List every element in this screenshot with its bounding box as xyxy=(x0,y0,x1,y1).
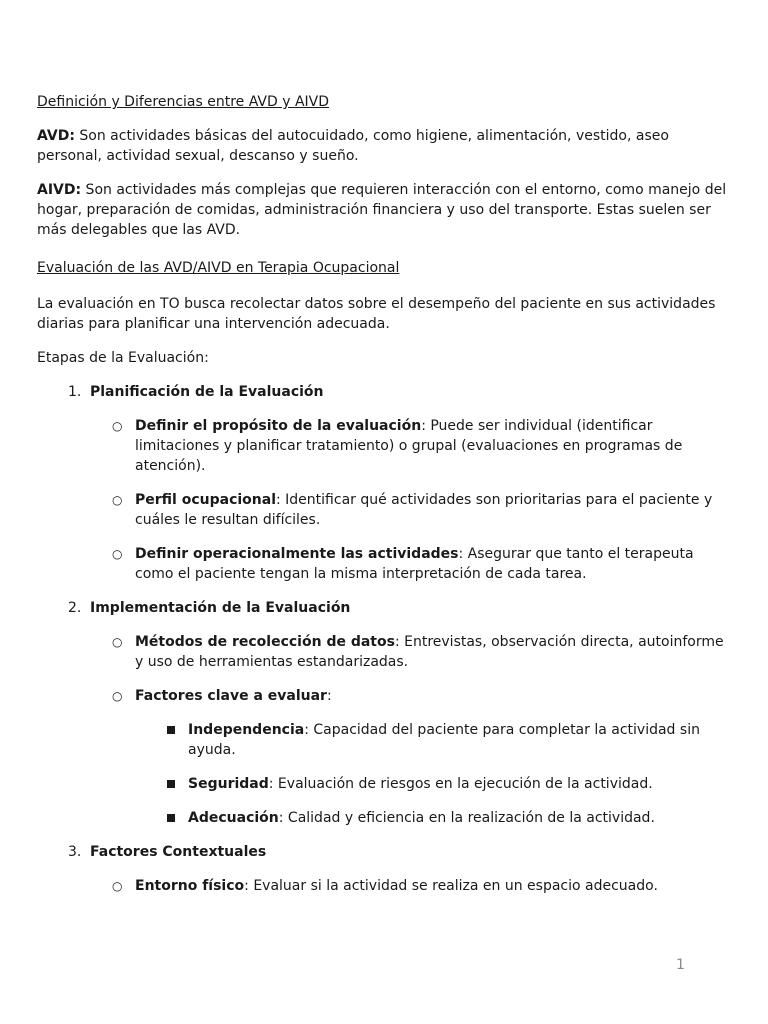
bullet-term: Entorno físico xyxy=(135,878,245,894)
aivd-label: AIVD: xyxy=(37,182,82,198)
avd-label: AVD: xyxy=(37,128,75,144)
bullet-term: Métodos de recolección de datos xyxy=(135,634,395,650)
sub-bullet-item xyxy=(37,720,737,760)
bullet-text: : Puede ser individual (identificar limitaciones y planificar tratamiento) o grupal (evaluaciones en programas de atención). xyxy=(135,418,683,474)
bullet-term: Definir operacionalmente las actividades xyxy=(135,546,459,562)
bullet-item xyxy=(37,632,737,672)
sub-bullet-text: : Capacidad del paciente para completar la actividad sin ayuda. xyxy=(188,722,700,758)
section-heading-definitions: Definición y Diferencias entre AVD y AIVD xyxy=(37,94,330,110)
bullet-item xyxy=(37,544,737,584)
list-number: 1. xyxy=(68,384,82,400)
bullet-term: Definir el propósito de la evaluación xyxy=(135,418,422,434)
section-heading-evaluation-text: Evaluación de las AVD/AIVD en Terapia Ocupacional xyxy=(37,260,400,276)
ordered-list-item xyxy=(37,382,737,402)
avd-paragraph xyxy=(37,126,737,166)
bullet-item xyxy=(37,416,737,476)
bullet-text: : Evaluar si la actividad se realiza en un espacio adecuado. xyxy=(244,878,658,894)
aivd-paragraph xyxy=(37,180,737,240)
document-body xyxy=(37,92,737,896)
bullet-item xyxy=(37,490,737,530)
circle-bullet-icon: ○ xyxy=(112,635,123,649)
bullet-text: : xyxy=(326,688,332,704)
aivd-text: Son actividades más complejas que requieren interacción con el entorno, como manejo del hogar, preparación de comidas, administración financiera y uso del transporte. Estas suelen ser más delegables que las AVD. xyxy=(37,182,727,238)
square-bullet-icon xyxy=(167,814,175,822)
square-bullet-icon xyxy=(167,726,175,734)
sub-bullet-term: Seguridad xyxy=(188,776,269,792)
bullet-text: : Identificar qué actividades son prioritarias para el paciente y cuáles le resultan difíciles. xyxy=(135,492,713,528)
square-bullet-icon xyxy=(167,780,175,788)
circle-bullet-icon: ○ xyxy=(112,879,123,893)
circle-bullet-icon: ○ xyxy=(112,689,123,703)
bullet-term: Factores clave a evaluar xyxy=(135,688,327,704)
sub-bullet-term: Independencia xyxy=(188,722,305,738)
avd-text: Son actividades básicas del autocuidado, como higiene, alimentación, vestido, aseo personal, actividad sexual, descanso y sueño. xyxy=(37,128,669,164)
bullet-term: Perfil ocupacional xyxy=(135,492,276,508)
bullet-text: : Asegurar que tanto el terapeuta como el paciente tengan la misma interpretación de cada tarea. xyxy=(135,546,694,582)
ordered-list-item xyxy=(37,842,737,862)
circle-bullet-icon: ○ xyxy=(112,419,123,433)
bullet-text: : Entrevistas, observación directa, autoinforme y uso de herramientas estandarizadas. xyxy=(135,634,724,670)
list-item-title: Planificación de la Evaluación xyxy=(90,384,324,400)
sub-bullet-term: Adecuación xyxy=(188,810,279,826)
bullet-item xyxy=(37,686,737,706)
sub-bullet-item xyxy=(37,808,737,828)
sub-bullet-text: : Calidad y eficiencia en la realización de la actividad. xyxy=(278,810,655,826)
circle-bullet-icon: ○ xyxy=(112,547,123,561)
bullet-item xyxy=(37,876,737,896)
stages-label: Etapas de la Evaluación: xyxy=(37,350,209,366)
list-item-title: Factores Contextuales xyxy=(90,844,267,860)
circle-bullet-icon: ○ xyxy=(112,493,123,507)
ordered-list-item xyxy=(37,598,737,618)
list-number: 2. xyxy=(68,600,82,616)
list-item-title: Implementación de la Evaluación xyxy=(90,600,351,616)
sub-bullet-text: : Evaluación de riesgos en la ejecución de la actividad. xyxy=(268,776,653,792)
intro-paragraph: La evaluación en TO busca recolectar datos sobre el desempeño del paciente en sus actividades diarias para planificar una intervención adecuada. xyxy=(37,296,716,332)
sub-bullet-item xyxy=(37,774,737,794)
page-number: 1 xyxy=(676,957,685,973)
section-heading-evaluation xyxy=(37,258,737,278)
list-number: 3. xyxy=(68,844,82,860)
